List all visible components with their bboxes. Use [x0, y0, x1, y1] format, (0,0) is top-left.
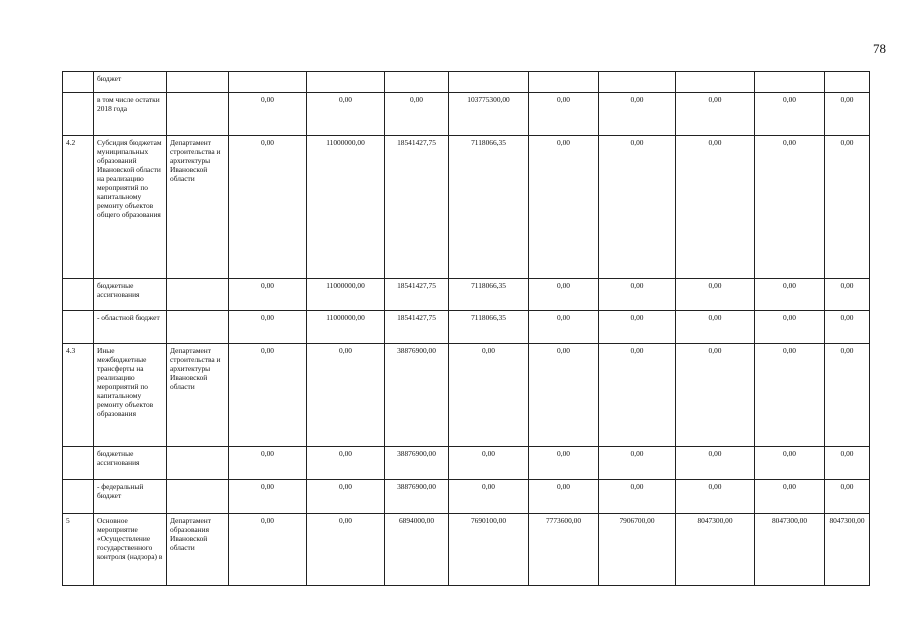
value-cell: 0,00 [599, 136, 676, 279]
row-name: Субсидия бюджетам муниципальных образований Ивановской области на реализацию мероприятий по капитальному ремонту объектов общего образования [94, 136, 167, 279]
row-index: 4.2 [63, 136, 94, 279]
row-index [63, 72, 94, 93]
value-cell: 0,00 [755, 279, 825, 311]
value-cell: 0,00 [229, 279, 307, 311]
value-cell: 7773600,00 [529, 514, 599, 586]
value-cell: 7118066,35 [449, 136, 529, 279]
value-cell: 8047300,00 [676, 514, 755, 586]
row-index [63, 93, 94, 136]
table-row [63, 447, 870, 480]
row-name: Основное мероприятие «Осуществление государственного контроля (надзора) в [94, 514, 167, 586]
row-name: - федеральный бюджет [94, 480, 167, 514]
value-cell: 0,00 [676, 93, 755, 136]
row-name: бюджетные ассигнования [94, 447, 167, 480]
value-cell: 0,00 [755, 447, 825, 480]
value-cell: 11000000,00 [307, 136, 385, 279]
value-cell: 0,00 [599, 93, 676, 136]
value-cell: 7118066,35 [449, 311, 529, 344]
value-cell [449, 72, 529, 93]
row-executor [167, 311, 229, 344]
value-cell: 18541427,75 [385, 311, 449, 344]
table-row [63, 514, 870, 586]
row-executor [167, 72, 229, 93]
row-executor [167, 480, 229, 514]
table-row [63, 136, 870, 279]
value-cell: 0,00 [307, 514, 385, 586]
value-cell: 0,00 [529, 93, 599, 136]
value-cell: 0,00 [229, 480, 307, 514]
value-cell: 0,00 [229, 344, 307, 447]
value-cell: 0,00 [529, 136, 599, 279]
row-executor [167, 279, 229, 311]
value-cell: 7690100,00 [449, 514, 529, 586]
value-cell: 0,00 [599, 311, 676, 344]
value-cell: 0,00 [755, 93, 825, 136]
value-cell: 0,00 [676, 311, 755, 344]
row-name: Иные межбюджетные трансферты на реализацию мероприятий по капитальному ремонту объектов образования [94, 344, 167, 447]
value-cell: 8047300,00 [755, 514, 825, 586]
value-cell: 6894000,00 [385, 514, 449, 586]
table-row [63, 344, 870, 447]
row-index [63, 447, 94, 480]
value-cell: 0,00 [676, 279, 755, 311]
value-cell: 0,00 [229, 447, 307, 480]
value-cell: 11000000,00 [307, 311, 385, 344]
value-cell: 0,00 [307, 93, 385, 136]
value-cell: 8047300,00 [825, 514, 870, 586]
value-cell: 103775300,00 [449, 93, 529, 136]
value-cell: 0,00 [825, 136, 870, 279]
value-cell: 0,00 [825, 480, 870, 514]
page-number: 78 [873, 41, 886, 56]
row-name: бюджет [94, 72, 167, 93]
row-name: в том числе остатки 2018 года [94, 93, 167, 136]
value-cell: 0,00 [755, 311, 825, 344]
value-cell: 0,00 [676, 480, 755, 514]
value-cell: 7906700,00 [599, 514, 676, 586]
row-name: бюджетные ассигнования [94, 279, 167, 311]
row-executor [167, 93, 229, 136]
row-name: - областной бюджет [94, 311, 167, 344]
value-cell: 11000000,00 [307, 279, 385, 311]
value-cell: 0,00 [599, 480, 676, 514]
row-executor: Департамент образования Ивановской области [167, 514, 229, 586]
row-executor: Департамент строительства и архитектуры Ивановской области [167, 344, 229, 447]
budget-table [62, 71, 870, 586]
value-cell: 18541427,75 [385, 136, 449, 279]
row-index [63, 311, 94, 344]
value-cell: 0,00 [825, 311, 870, 344]
row-index [63, 480, 94, 514]
value-cell: 0,00 [755, 344, 825, 447]
value-cell: 0,00 [307, 480, 385, 514]
row-index: 4.3 [63, 344, 94, 447]
value-cell: 0,00 [529, 279, 599, 311]
table-row [63, 93, 870, 136]
value-cell: 0,00 [229, 311, 307, 344]
value-cell [676, 72, 755, 93]
value-cell: 18541427,75 [385, 279, 449, 311]
value-cell: 7118066,35 [449, 279, 529, 311]
value-cell: 0,00 [825, 93, 870, 136]
value-cell [307, 72, 385, 93]
value-cell [529, 72, 599, 93]
row-index [63, 279, 94, 311]
table-row [63, 480, 870, 514]
value-cell: 0,00 [229, 93, 307, 136]
value-cell [385, 72, 449, 93]
value-cell: 0,00 [676, 136, 755, 279]
value-cell: 0,00 [529, 344, 599, 447]
value-cell: 38876900,00 [385, 344, 449, 447]
table-row [63, 279, 870, 311]
row-index: 5 [63, 514, 94, 586]
value-cell: 0,00 [529, 480, 599, 514]
value-cell: 0,00 [229, 136, 307, 279]
value-cell: 38876900,00 [385, 447, 449, 480]
value-cell: 0,00 [449, 480, 529, 514]
value-cell [599, 72, 676, 93]
value-cell: 0,00 [676, 447, 755, 480]
value-cell: 0,00 [825, 279, 870, 311]
value-cell: 38876900,00 [385, 480, 449, 514]
value-cell: 0,00 [676, 344, 755, 447]
value-cell: 0,00 [449, 447, 529, 480]
value-cell: 0,00 [599, 279, 676, 311]
value-cell: 0,00 [529, 447, 599, 480]
value-cell: 0,00 [449, 344, 529, 447]
table-row [63, 72, 870, 93]
table-row [63, 311, 870, 344]
value-cell: 0,00 [229, 514, 307, 586]
value-cell: 0,00 [825, 344, 870, 447]
value-cell [825, 72, 870, 93]
value-cell [755, 72, 825, 93]
value-cell: 0,00 [755, 136, 825, 279]
row-executor [167, 447, 229, 480]
value-cell: 0,00 [755, 480, 825, 514]
value-cell: 0,00 [529, 311, 599, 344]
value-cell [229, 72, 307, 93]
value-cell: 0,00 [385, 93, 449, 136]
value-cell: 0,00 [307, 344, 385, 447]
value-cell: 0,00 [599, 344, 676, 447]
value-cell: 0,00 [825, 447, 870, 480]
row-executor: Департамент строительства и архитектуры Ивановской области [167, 136, 229, 279]
value-cell: 0,00 [307, 447, 385, 480]
value-cell: 0,00 [599, 447, 676, 480]
